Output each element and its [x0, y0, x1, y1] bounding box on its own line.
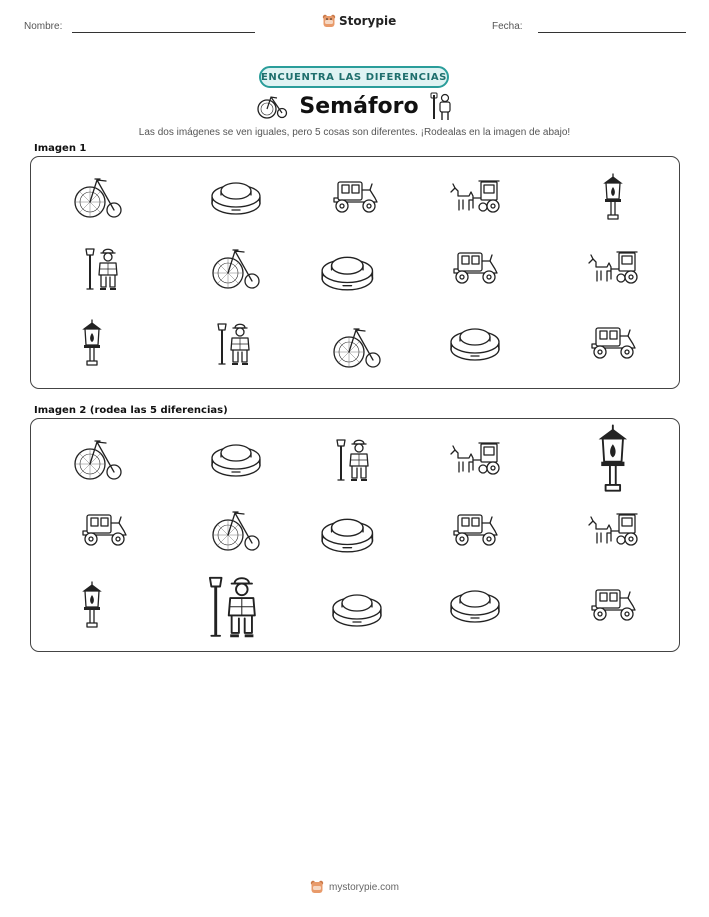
lantern-icon: [600, 173, 626, 221]
lantern-icon: [594, 424, 632, 494]
bicycle-icon: [332, 325, 382, 369]
button-icon: [320, 251, 375, 293]
brand-name: Storypie: [339, 14, 397, 28]
bicycle-icon: [257, 93, 287, 119]
image2-panel[interactable]: [30, 418, 680, 652]
image1-item-car: [588, 324, 638, 366]
button-icon: [449, 585, 501, 625]
lantern-icon: [79, 319, 105, 367]
bicycle-icon: [73, 437, 123, 481]
image2-item-button[interactable]: [449, 585, 501, 629]
button-icon: [449, 323, 501, 363]
car-icon: [450, 249, 500, 287]
image1-item-bicycle: [332, 325, 382, 373]
car-icon: [588, 586, 638, 624]
image2-item-carriage[interactable]: [449, 440, 501, 482]
panel1-label: Imagen 1: [34, 143, 87, 154]
image1-item-button: [210, 177, 262, 221]
image1-item-bicycle: [211, 246, 261, 294]
image1-item-car: [330, 178, 380, 220]
image1-item-bicycle: [73, 175, 123, 223]
carriage-icon: [587, 249, 639, 287]
date-field[interactable]: [538, 32, 686, 33]
car-icon: [79, 511, 129, 549]
button-icon: [331, 589, 383, 629]
image1-item-carriage: [587, 249, 639, 291]
carriage-icon: [449, 440, 501, 478]
lantern-icon: [79, 581, 105, 629]
footer: [0, 880, 709, 894]
image1-item-button: [449, 323, 501, 367]
officer-icon: [216, 320, 256, 366]
officer-icon: [207, 572, 265, 639]
page-title: Semáforo: [299, 93, 419, 119]
image2-item-car[interactable]: [450, 511, 500, 553]
bear-logo-icon: [322, 14, 336, 28]
image1-item-officer: [84, 245, 124, 295]
panel2-label: Imagen 2 (rodea las 5 diferencias): [34, 405, 228, 416]
image2-item-officer[interactable]: [335, 436, 375, 486]
image1-item-carriage: [449, 178, 501, 220]
image1-item-lantern: [600, 173, 626, 225]
image2-item-lantern[interactable]: [594, 424, 632, 498]
bicycle-icon: [211, 246, 261, 290]
officer-icon: [84, 245, 124, 291]
image2-item-button[interactable]: [320, 513, 375, 559]
title-row: [250, 90, 460, 122]
carriage-icon: [587, 511, 639, 549]
officer-icon: [335, 436, 375, 482]
image2-item-bicycle[interactable]: [73, 437, 123, 485]
footer-url[interactable]: mystorypie.com: [328, 881, 399, 893]
car-icon: [588, 324, 638, 362]
image2-item-button[interactable]: [331, 589, 383, 633]
image2-item-carriage[interactable]: [587, 511, 639, 553]
image2-item-car[interactable]: [588, 586, 638, 628]
instructions: Las dos imágenes se ven iguales, pero 5 cosas son diferentes. ¡Rodealas en la imagen de abajo!: [138, 127, 571, 138]
button-icon: [210, 177, 262, 217]
image1-item-lantern: [79, 319, 105, 371]
name-label: Nombre:: [24, 21, 63, 32]
date-label: Fecha:: [492, 21, 523, 32]
bicycle-icon: [211, 508, 261, 552]
carriage-icon: [449, 178, 501, 216]
car-icon: [450, 511, 500, 549]
name-field[interactable]: [72, 32, 255, 33]
image2-item-car[interactable]: [79, 511, 129, 553]
image1-item-button: [320, 251, 375, 297]
bear-logo-icon: [310, 880, 324, 894]
image1-item-car: [450, 249, 500, 291]
button-icon: [210, 439, 262, 479]
image1-panel: [30, 156, 680, 389]
image2-item-button[interactable]: [210, 439, 262, 483]
car-icon: [330, 178, 380, 216]
image2-item-lantern[interactable]: [79, 581, 105, 633]
officer-icon: [431, 91, 453, 121]
image1-item-officer: [216, 320, 256, 370]
brand-logo: [322, 14, 396, 28]
bicycle-icon: [73, 175, 123, 219]
button-icon: [320, 513, 375, 555]
activity-badge: ENCUENTRA LAS DIFERENCIAS: [259, 66, 449, 88]
image2-item-bicycle[interactable]: [211, 508, 261, 556]
image2-item-officer[interactable]: [207, 572, 265, 643]
